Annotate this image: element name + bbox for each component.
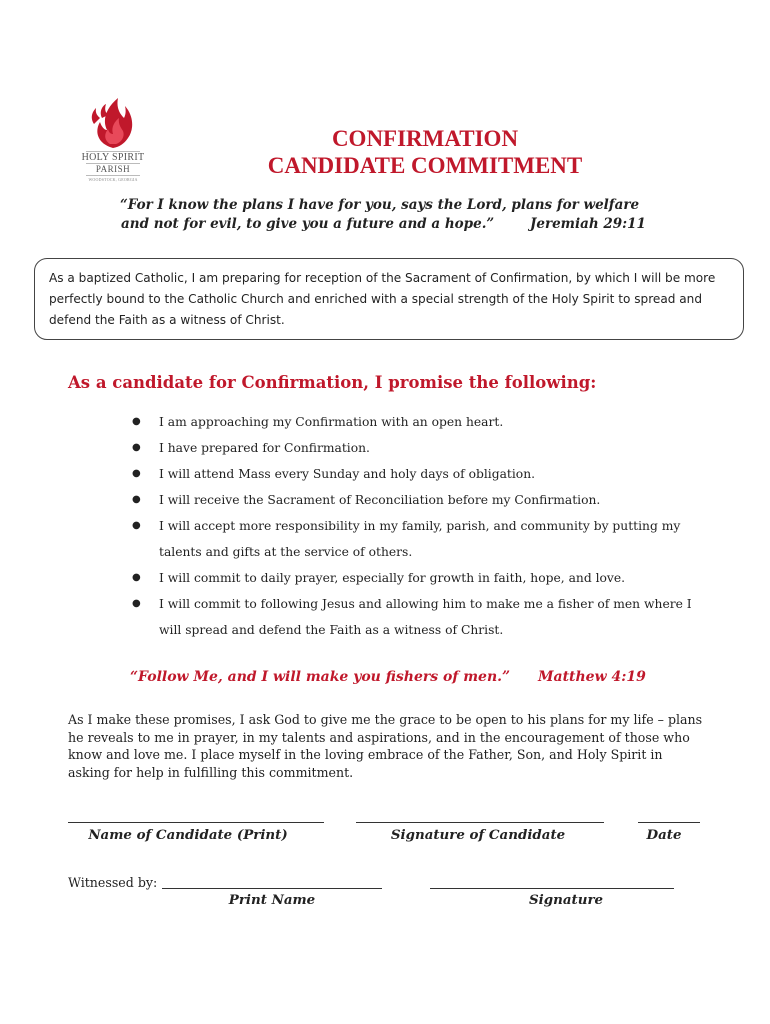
promise-text: I will commit to following Jesus and allowing him to make me a fisher of men where I will spread and defend the Faith as a witness of Christ.	[159, 597, 692, 637]
promise-item	[130, 591, 710, 643]
logo-text-holy-spirit: HOLY SPIRIT	[81, 152, 145, 163]
bullet-icon: ●	[132, 442, 141, 453]
flame-icon	[80, 94, 146, 150]
logo-text-parish: PARISH	[95, 164, 131, 174]
intro-box	[34, 258, 744, 340]
witness-name-line[interactable]	[162, 888, 382, 889]
bullet-icon: ●	[132, 520, 141, 531]
logo-text-location: WOODSTOCK, GEORGIA	[88, 177, 138, 182]
witness-signature-line[interactable]	[430, 888, 674, 889]
scripture-quote: “Follow Me, and I will make you fishers of men.”	[130, 669, 511, 685]
promise-item	[130, 461, 710, 487]
bullet-icon: ●	[132, 598, 141, 609]
date-label: Date	[646, 827, 682, 843]
scripture-reference: Matthew 4:19	[538, 669, 646, 685]
witness-signature-label: Signature	[528, 892, 604, 908]
promise-text: I will attend Mass every Sunday and holy days of obligation.	[159, 467, 536, 481]
parish-logo	[80, 94, 146, 186]
page-title-line1: CONFIRMATION	[331, 126, 519, 151]
promise-text: I will receive the Sacrament of Reconciliation before my Confirmation.	[159, 493, 601, 507]
promise-item	[130, 409, 710, 435]
witnessed-by-label: Witnessed by:	[68, 875, 158, 890]
promise-text: I will commit to daily prayer, especially for growth in faith, hope, and love.	[159, 571, 626, 585]
promise-text: I will accept more responsibility in my family, parish, and community by putting my talents and gifts at the service of others.	[159, 519, 681, 559]
bullet-icon: ●	[132, 572, 141, 583]
promise-item	[130, 565, 710, 591]
promise-list	[130, 409, 710, 643]
closing-paragraph: As I make these promises, I ask God to give me the grace to be open to his plans for my life – plans he reveals to me in prayer, in my talents and aspirations, and in the encouragement of those who know and love me. I place myself in the loving embrace of the Father, Son, and Holy Spirit in asking for help in fulfilling this commitment.	[68, 712, 703, 780]
epigraph-line2: and not for evil, to give you a future and a hope.”	[121, 216, 495, 232]
promise-text: I have prepared for Confirmation.	[159, 441, 370, 455]
bullet-icon: ●	[132, 416, 141, 427]
promise-item	[130, 487, 710, 513]
bullet-icon: ●	[132, 494, 141, 505]
date-line[interactable]	[638, 822, 700, 823]
epigraph-line1: “For I know the plans I have for you, says the Lord, plans for welfare	[120, 197, 640, 213]
candidate-signature-line[interactable]	[356, 822, 604, 823]
intro-text: As a baptized Catholic, I am preparing for reception of the Sacrament of Confirmation, by which I will be more perfectly bound to the Catholic Church and enriched with a special strength of the Holy Spirit to spread and defend the Faith as a witness of Christ.	[49, 271, 716, 327]
candidate-signature-label: Signature of Candidate	[390, 827, 566, 843]
candidate-name-label: Name of Candidate (Print)	[88, 827, 288, 843]
promise-text: I am approaching my Confirmation with an open heart.	[159, 415, 504, 429]
epigraph-reference: Jeremiah 29:11	[530, 216, 646, 232]
promise-heading: As a candidate for Confirmation, I promise the following:	[68, 373, 597, 392]
promise-item	[130, 435, 710, 461]
promise-item	[130, 513, 710, 565]
candidate-name-line[interactable]	[68, 822, 324, 823]
witness-print-label: Print Name	[228, 892, 316, 908]
page-title-line2: CANDIDATE COMMITMENT	[267, 153, 583, 178]
bullet-icon: ●	[132, 468, 141, 479]
